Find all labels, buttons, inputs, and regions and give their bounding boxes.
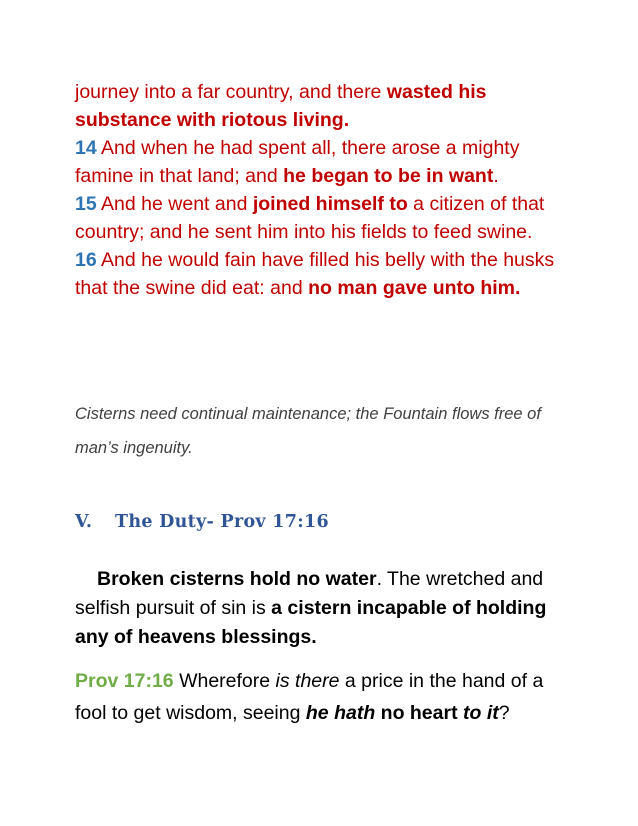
passage-text: journey into a far country, and there <box>75 81 387 103</box>
passage-line-continuation <box>75 78 575 134</box>
proverb-bold: no heart <box>380 702 458 724</box>
verse-15 <box>75 190 575 246</box>
section-title: The Duty- Prov 17:16 <box>115 512 329 532</box>
verse-number: 15 <box>75 193 97 215</box>
verse-text: And he would fain have filled his belly with the husks that the swine did eat: and <box>75 249 555 299</box>
body-emphasis: a cistern incapable of holding any of heavens blessings. <box>75 597 547 648</box>
proverb-bold-italic: to it <box>463 702 499 724</box>
commentary-note: Cisterns need continual maintenance; the Fountain flows free of man’s ingenuity. <box>75 405 541 457</box>
body-text: . The wretched and selfish pursuit of sin is <box>75 568 544 619</box>
verse-emphasis: no man gave unto him. <box>308 277 521 299</box>
scripture-passage <box>75 78 575 302</box>
verse-text: And when he had spent all, there arose a mighty famine in that land; and <box>75 137 520 187</box>
proverb-bold-italic: he hath <box>305 702 376 724</box>
body-paragraph <box>75 565 575 652</box>
verse-text: . <box>493 165 499 187</box>
verse-emphasis: joined himself to <box>252 193 408 215</box>
proverb-reference: Prov 17:16 <box>75 670 174 692</box>
verse-number: 16 <box>75 249 97 271</box>
section-number: V. <box>75 512 93 532</box>
verse-emphasis: he began to be in want <box>283 165 494 187</box>
proverb-text: Wherefore <box>173 670 276 692</box>
proverb-italic: is there <box>275 670 340 692</box>
verse-number: 14 <box>75 137 97 159</box>
proverb-text: a price in the hand of a fool to get wisdom, seeing <box>75 670 544 724</box>
passage-emphasis: wasted his substance with riotous living. <box>75 81 487 131</box>
verse-16 <box>75 246 575 302</box>
verse-text: And he went and <box>96 193 253 215</box>
verse-text: a citizen of that country; and he sent him into his fields to feed swine. <box>75 193 545 243</box>
verse-14 <box>75 134 575 190</box>
proverb-text: ? <box>498 702 510 724</box>
section-heading <box>75 512 575 532</box>
proverb-verse <box>75 665 575 729</box>
body-emphasis: Broken cisterns hold no water <box>97 568 377 590</box>
